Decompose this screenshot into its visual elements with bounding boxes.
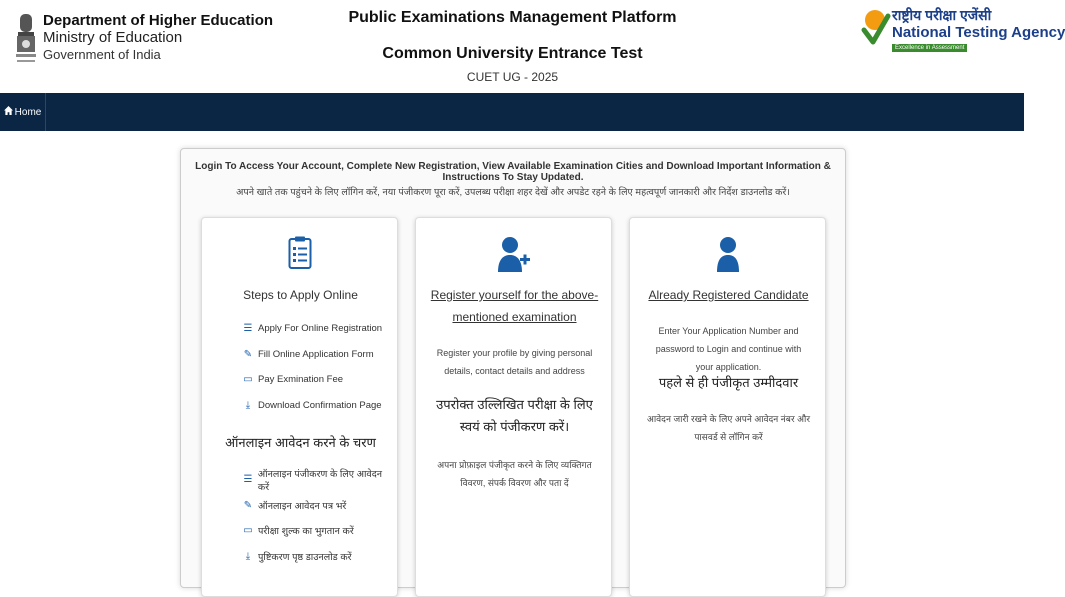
step-label-hindi: परीक्षा शुल्क का भुगतान करें (258, 526, 354, 538)
main-panel (180, 148, 846, 588)
steps-list (240, 316, 395, 418)
user-icon (630, 236, 825, 272)
login-description: Enter Your Application Number and password to Login and continue with your application. (655, 326, 802, 372)
exam-header (300, 8, 725, 84)
step-label: Download Confirmation Page (258, 399, 382, 411)
department-title: Department of Higher Education (43, 12, 274, 29)
download-icon: ⤓ (245, 399, 251, 411)
steps-card-hindi-title: ऑनलाइन आवेदन करने के चरण (225, 435, 376, 450)
step-label: Apply For Online Registration (258, 323, 383, 335)
intro-text-english: Login To Access Your Account, Complete New Registration, View Available Examination Cities and Download Important Information & Instructions To Stay Updated. (195, 161, 831, 183)
login-hindi-title: पहले से ही पंजीकृत उम्मीदवार (658, 375, 799, 390)
platform-title: Public Examinations Management Platform (348, 9, 677, 26)
ministry-name: Ministry of Education (43, 29, 183, 46)
national-emblem-icon (14, 12, 38, 70)
download-icon: ⤓ (245, 550, 251, 562)
nav-home-link[interactable] (0, 93, 46, 131)
step-item (240, 342, 395, 368)
payment-icon: ▭ (243, 374, 253, 386)
register-hindi-description: अपना प्रोफ़ाइल पंजीकृत करने के लिए व्यक्तिगत विवरण, संपर्क विवरण और पता दें (437, 460, 592, 488)
government-name: Government of India (43, 47, 161, 62)
main-navbar (0, 93, 1024, 131)
nta-english-name: National Testing Agency (892, 24, 1065, 41)
steps-card (201, 217, 398, 597)
home-icon (4, 106, 13, 118)
register-link[interactable]: Register yourself for the above-mentioned examination (430, 288, 599, 324)
step-item-hindi (240, 467, 395, 493)
edit-icon: ✎ (243, 499, 253, 511)
step-label-hindi: ऑनलाइन आवेदन पत्र भरें (258, 500, 347, 512)
user-add-icon (416, 236, 611, 272)
register-hindi-title: उपरोक्त उल्लिखित परीक्षा के लिए स्वयं को पंजीकरण करें। (436, 397, 593, 434)
nav-home-label: Home (14, 106, 42, 118)
login-link[interactable]: Already Registered Candidate (648, 288, 809, 302)
step-item-hindi (240, 493, 395, 519)
register-card (415, 217, 612, 597)
list-icon: ☰ (243, 323, 253, 335)
payment-icon: ▭ (243, 525, 253, 537)
login-card (629, 217, 826, 597)
step-label: Fill Online Application Form (258, 348, 374, 360)
nta-tagline: Excellence in Assessment (892, 44, 967, 52)
step-label: Pay Exmination Fee (258, 374, 344, 386)
steps-list-hindi (240, 467, 395, 569)
nta-hindi-name: राष्ट्रीय परीक्षा एजेंसी (892, 7, 992, 23)
step-item (240, 393, 395, 419)
department-block (14, 12, 273, 70)
document-list-icon (202, 236, 397, 270)
intro-text-hindi: अपने खाते तक पहुंचने के लिए लॉगिन करें, नया पंजीकरण पूरा करें, उपलब्ध परीक्षा शहर देखें और अपडेट रहने के लिए महत्वपूर्ण जानकारी और निर्देश डाउनलोड करें। (236, 187, 790, 198)
step-label-hindi: ऑनलाइन पंजीकरण के लिए आवेदन करें (257, 468, 383, 493)
step-item-hindi (240, 518, 395, 544)
step-item (240, 367, 395, 393)
exam-code: CUET UG - 2025 (466, 70, 559, 84)
steps-card-title: Steps to Apply Online (243, 288, 358, 302)
edit-icon: ✎ (243, 348, 253, 360)
nta-emblem-icon (862, 8, 888, 48)
login-hindi-description: आवेदन जारी रखने के लिए अपने आवेदन नंबर और पासवर्ड से लॉगिन करें (646, 414, 811, 442)
step-item-hindi (240, 544, 395, 570)
register-description: Register your profile by giving personal details, contact details and address (436, 348, 593, 376)
step-label-hindi: पुष्टिकरण पृष्ठ डाउनलोड करें (258, 551, 352, 563)
step-item (240, 316, 395, 342)
nta-logo[interactable] (862, 6, 1065, 56)
list-icon: ☰ (243, 474, 253, 486)
exam-title: Common University Entrance Test (382, 45, 643, 62)
site-header (0, 0, 1065, 93)
